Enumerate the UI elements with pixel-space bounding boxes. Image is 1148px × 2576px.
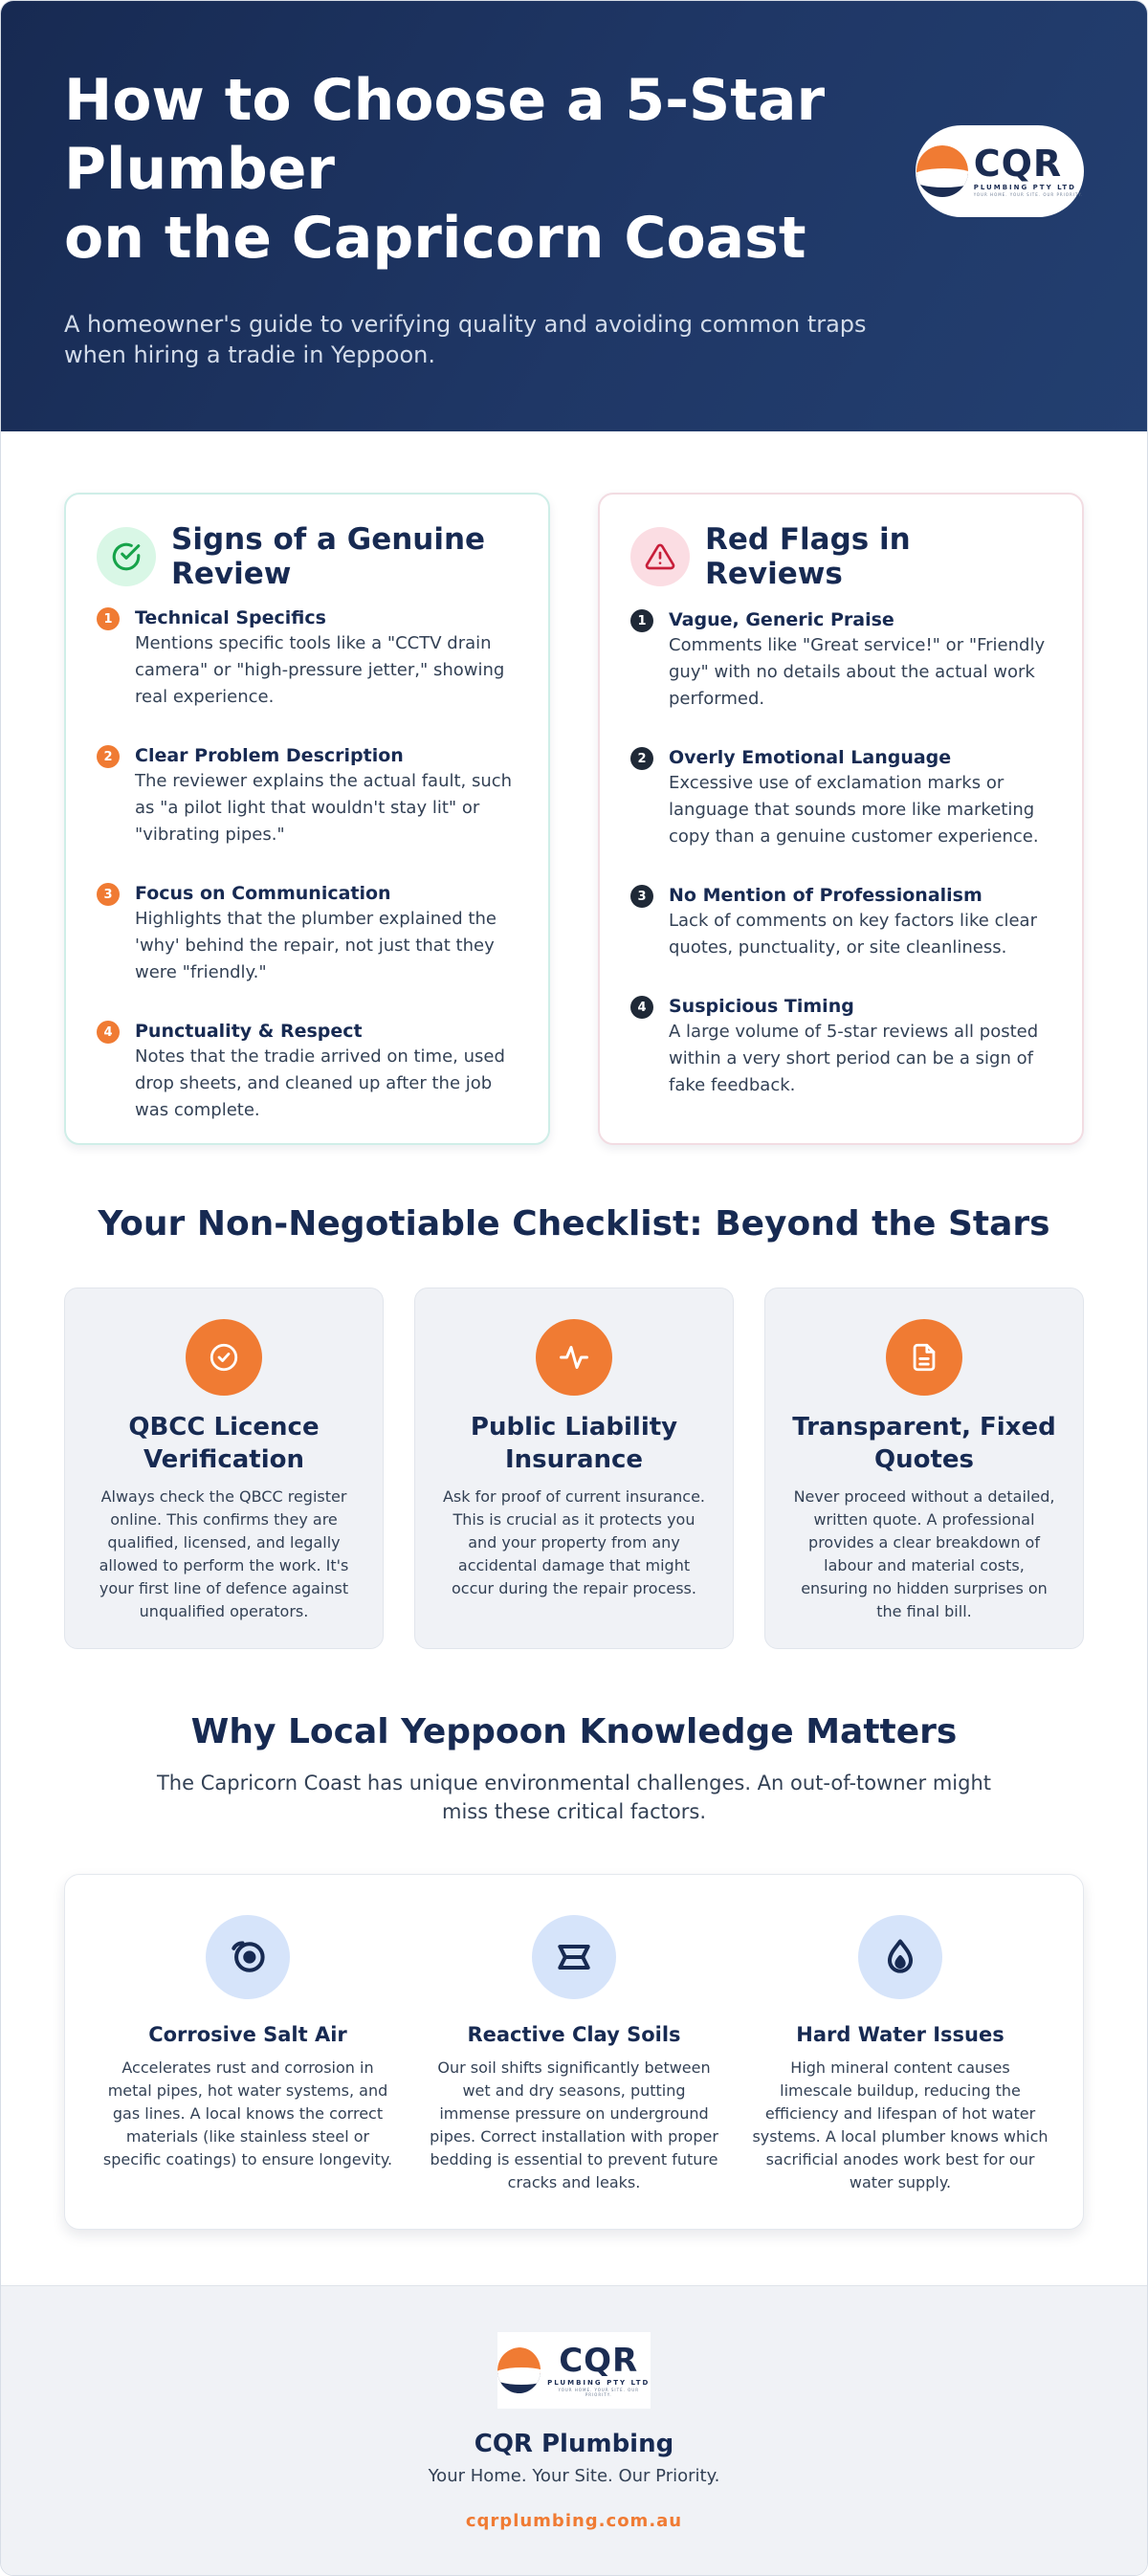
- red-flags-title: Red Flags in Reviews: [705, 522, 911, 591]
- local-factor-title: Corrosive Salt Air: [148, 2023, 347, 2046]
- item-title: Vague, Generic Praise: [669, 609, 894, 630]
- item-description: Notes that the tradie arrived on time, used drop sheets, and cleaned up after the job was complete.: [135, 1046, 505, 1120]
- item-number: 3: [97, 883, 120, 906]
- item-description: Highlights that the plumber explained the 'why' behind the repair, not just that they were "friendly.": [135, 909, 497, 982]
- list-item: [97, 1019, 518, 1124]
- list-item: [630, 745, 1051, 850]
- list-item: [630, 883, 1051, 961]
- warning-triangle-icon: [630, 527, 690, 586]
- header-logo-badge: [916, 125, 1084, 217]
- water-drop-icon: [858, 1915, 942, 1999]
- document-icon: [886, 1319, 962, 1396]
- logo-tagline: YOUR HOME. YOUR SITE. OUR PRIORITY.: [973, 192, 1084, 197]
- logo-sun-wave-icon: [916, 145, 968, 197]
- local-knowledge-title: Why Local Yeppoon Knowledge Matters: [190, 1712, 958, 1751]
- item-description: Comments like "Great service!" or "Friendly guy" with no details about the actual work performed.: [669, 635, 1046, 709]
- checklist-card-insurance: [414, 1288, 734, 1649]
- item-number: 1: [97, 607, 120, 630]
- item-number: 3: [630, 885, 653, 908]
- genuine-review-list: [97, 605, 518, 1124]
- checklist-title: Your Non-Negotiable Checklist: Beyond the Stars: [98, 1204, 1050, 1244]
- checklist-cards: [1, 1288, 1147, 1649]
- list-item: [630, 994, 1051, 1099]
- local-factor-description: Accelerates rust and corrosion in metal pipes, hot water systems, and gas lines. A local knows the correct materials (like stainless steel or specific coatings) to ensure longevity.: [102, 2059, 393, 2169]
- genuine-review-card: [64, 493, 550, 1145]
- page-footer: [1, 2285, 1147, 2575]
- local-factor-title: Reactive Clay Soils: [467, 2023, 681, 2046]
- list-item: [97, 881, 518, 986]
- page-subtitle: A homeowner's guide to verifying quality and avoiding common traps when hiring a tradie in Yeppoon.: [64, 311, 867, 368]
- page-title-line: How to Choose a 5-Star: [64, 67, 826, 134]
- checklist-card-title: QBCC Licence Verification: [128, 1413, 320, 1474]
- local-knowledge-subtitle: The Capricorn Coast has unique environmental challenges. An out-of-towner might miss these critical factors.: [156, 1772, 992, 1823]
- list-item: [97, 743, 518, 848]
- item-number: 4: [97, 1021, 120, 1044]
- logo-subtext: PLUMBING PTY LTD: [547, 2378, 651, 2387]
- hero-header: [1, 1, 1147, 431]
- item-description: Excessive use of exclamation marks or language that sounds more like marketing copy than a genuine customer experience.: [669, 773, 1039, 847]
- logo-wordmark: CQR: [973, 143, 1063, 185]
- item-number: 2: [630, 747, 653, 770]
- list-item: [97, 605, 518, 711]
- local-factor-salt-air: [99, 1915, 396, 2229]
- page-title-line: on the Capricorn Coast: [64, 205, 806, 272]
- item-description: Mentions specific tools like a "CCTV drain camera" or "high-pressure jetter," showing real experience.: [135, 633, 505, 707]
- review-comparison: [1, 431, 1147, 1145]
- item-title: Overly Emotional Language: [669, 747, 952, 768]
- red-flags-card: [598, 493, 1084, 1145]
- footer-logo: [497, 2332, 651, 2409]
- item-title: Suspicious Timing: [669, 996, 854, 1017]
- item-description: Lack of comments on key factors like clear quotes, punctuality, or site cleanliness.: [669, 911, 1037, 958]
- checklist-card-licence: [64, 1288, 384, 1649]
- page-title: [64, 66, 887, 273]
- wind-icon: [206, 1915, 290, 1999]
- page-title-line: Plumber: [64, 136, 336, 203]
- local-factor-description: Our soil shifts significantly between wet and dry seasons, putting immense pressure on underground pipes. Correct installation with proper bedding is essential to prevent future cracks and leaks.: [430, 2059, 718, 2191]
- footer-company-name: CQR Plumbing: [474, 2430, 674, 2458]
- genuine-review-title: Signs of a Genuine Review: [171, 522, 486, 591]
- checklist-card-title: Transparent, Fixed Quotes: [792, 1413, 1056, 1474]
- local-factor-description: High mineral content causes limescale buildup, reducing the efficiency and lifespan of hot water systems. A local plumber knows which sacrificial anodes work best for our water supply.: [752, 2059, 1049, 2191]
- company-logo: [497, 2341, 651, 2397]
- footer-tagline: Your Home. Your Site. Our Priority.: [428, 2466, 720, 2486]
- company-logo: [916, 145, 1084, 197]
- red-flags-list: [630, 607, 1051, 1099]
- ground-icon: [532, 1915, 616, 1999]
- item-number: 1: [630, 609, 653, 632]
- item-number: 2: [97, 745, 120, 768]
- website-link[interactable]: cqrplumbing.com.au: [465, 2511, 683, 2531]
- logo-tagline: YOUR HOME. YOUR SITE. OUR PRIORITY.: [558, 2387, 639, 2397]
- check-circle-icon: [97, 527, 156, 586]
- item-title: No Mention of Professionalism: [669, 885, 982, 906]
- item-title: Focus on Communication: [135, 883, 391, 904]
- item-description: A large volume of 5-star reviews all posted within a very short period can be a sign of fake feedback.: [669, 1022, 1039, 1095]
- local-factor-hard-water: [752, 1915, 1049, 2229]
- logo-sun-wave-icon: [497, 2347, 541, 2393]
- pulse-icon: [536, 1319, 612, 1396]
- checklist-card-quotes: [764, 1288, 1084, 1649]
- checklist-card-description: Always check the QBCC register online. This confirms they are qualified, licensed, and legally allowed to perform the work. It's your first line of defence against unqualified operators.: [99, 1487, 349, 1620]
- list-item: [630, 607, 1051, 713]
- badge-check-icon: [186, 1319, 262, 1396]
- local-factor-clay-soils: [426, 1915, 722, 2229]
- checklist-card-title: Public Liability Insurance: [470, 1413, 678, 1474]
- item-title: Punctuality & Respect: [135, 1021, 363, 1042]
- item-title: Technical Specifics: [135, 607, 326, 628]
- item-number: 4: [630, 996, 653, 1019]
- checklist-card-description: Ask for proof of current insurance. This is crucial as it protects you and your property from any accidental damage that might occur during the repair process.: [442, 1487, 706, 1597]
- logo-subtext: PLUMBING PTY LTD: [973, 184, 1076, 191]
- local-factor-title: Hard Water Issues: [796, 2023, 1004, 2046]
- local-factors-card: [64, 1874, 1084, 2230]
- logo-wordmark: CQR: [559, 2341, 639, 2380]
- checklist-card-description: Never proceed without a detailed, written quote. A professional provides a clear breakdown of labour and material costs, ensuring no hidden surprises on the final bill.: [793, 1487, 1055, 1620]
- item-description: The reviewer explains the actual fault, such as "a pilot light that wouldn't stay lit" or "vibrating pipes.": [135, 771, 513, 845]
- item-title: Clear Problem Description: [135, 745, 404, 766]
